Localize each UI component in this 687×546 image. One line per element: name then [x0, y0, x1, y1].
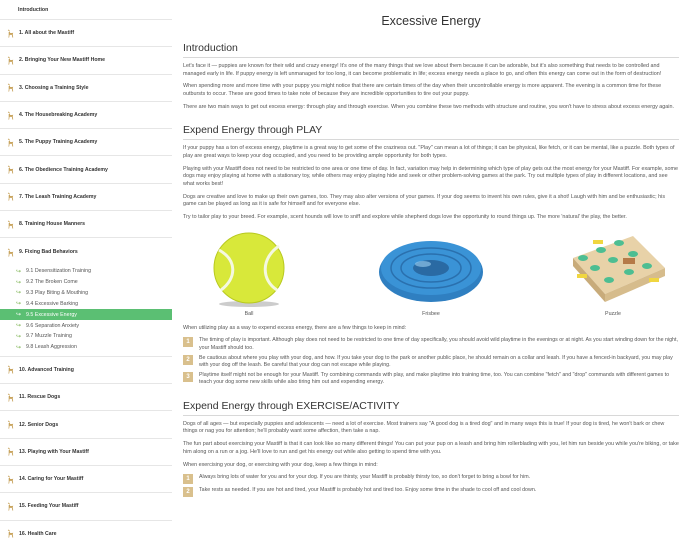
sidebar-item-label: 8. Training House Manners — [19, 221, 86, 228]
tennis-ball-image — [189, 228, 309, 308]
dog-icon — [6, 111, 15, 120]
dog-icon — [6, 365, 15, 374]
sidebar-subitem-label: 9.1 Desensitization Training — [26, 268, 92, 275]
sidebar-item-label: 3. Choosing a Training Style — [19, 84, 89, 91]
sidebar-subitem-label: 9.4 Excessive Barking — [26, 300, 79, 307]
sidebar-item-label: 9. Fixing Bad Behaviors — [19, 249, 78, 256]
sidebar-item-chapter[interactable] — [0, 357, 172, 384]
paragraph: Let's face it — puppies are known for their wild and crazy energy! It's one of the many things that we love about them because it can be adorable, but it's also something that needs to be controlled and managed early in life. If puppy energy is left unmanaged for too long, it can become problematic in life; excess energy needs a place to go, and often this energy can come out in the form of destruction! — [183, 63, 662, 77]
sidebar-item-label: 15. Feeding Your Mastiff — [19, 503, 79, 510]
sidebar-subitem[interactable] — [0, 277, 172, 288]
arrow-right-icon: ↪ — [16, 279, 22, 286]
caption-puzzle: Puzzle — [605, 310, 621, 317]
sidebar-item-label: 6. The Obedience Training Academy — [19, 166, 108, 173]
sidebar-subitem[interactable] — [0, 331, 172, 342]
arrow-right-icon: ↪ — [16, 290, 22, 297]
paragraph: Playing with your Mastiff does not need to be restricted to one area or one time of day. In fact, variation may help in determining which type of play gets out the most energy for your Mastiff. For example, some dogs may enjoy playing at home with a stationary toy, while others may enjoy playing hide and seek or other problem-solving games at the park. Try out multiple types of play in different locations, and see what works best! — [183, 165, 678, 187]
sidebar-item-label: 4. The Housebreaking Academy — [19, 112, 98, 119]
sidebar-item-label: 14. Caring for Your Mastiff — [19, 476, 84, 483]
frisbee-image — [371, 228, 491, 308]
dog-icon — [6, 220, 15, 229]
sidebar-item-chapter[interactable] — [0, 184, 172, 211]
exercise-tips-list — [183, 474, 679, 497]
dog-icon — [6, 138, 15, 147]
arrow-right-icon: ↪ — [16, 301, 22, 308]
sidebar-subitem[interactable] — [0, 342, 172, 353]
sidebar-subitem[interactable] — [0, 298, 172, 309]
number-badge: 2 — [183, 487, 193, 497]
sidebar-item-chapter[interactable] — [0, 211, 172, 238]
list-item-text: Be cautious about where you play with your dog, and how. If you take your dog to the park or another public place, he should remain on a collar and leash. If you have a fenced-in backyard, you may play with your dog off the leash. Be careful that your dog can not escape while playing. — [199, 354, 673, 369]
sidebar — [0, 0, 172, 546]
number-badge: 1 — [183, 474, 193, 484]
dog-icon — [6, 56, 15, 65]
sidebar-item-chapter[interactable] — [0, 411, 172, 438]
sidebar-subitem[interactable] — [0, 320, 172, 331]
paragraph: Dogs of all ages — but especially puppies and adolescents — need a lot of exercise. Most trainers say "A good dog is a tired dog" and in many ways this is true! If your dog is tired, he won't bark or chew things or nag you for attention; he'll probably want some affection, then take a nap. — [183, 420, 665, 435]
arrow-right-icon: ↪ — [16, 312, 22, 319]
sidebar-item-label: 12. Senior Dogs — [19, 421, 59, 428]
number-badge: 1 — [183, 337, 193, 347]
list-item — [183, 372, 679, 387]
list-item-text: The timing of play is important. Although play does not need to be restricted to one time of day specifically, you should avoid wild playtime in the evenings or at night. As you start winding down for the night, your Mastiff should too. — [199, 337, 678, 351]
main-content — [183, 0, 679, 546]
number-badge: 2 — [183, 355, 193, 365]
sidebar-item-label: Introduction — [18, 6, 49, 13]
sidebar-subitem-label: 9.5 Excessive Energy — [26, 311, 77, 318]
paragraph: If your puppy has a ton of excess energy, playtime is a great way to get some of the craziness out. "Play" can mean a lot of things; it can be physical, like fetch, or it can be mental, like a puzzle. Both types of play are great ways to keep your dog occupied, and you need to be providing ample opportunity for both types. — [183, 145, 675, 159]
dog-icon — [6, 29, 15, 38]
list-item — [183, 337, 679, 352]
arrow-right-icon: ↪ — [16, 323, 22, 330]
sidebar-item-label: 2. Bringing Your New Mastiff Home — [19, 57, 105, 64]
caption-ball: Ball — [244, 310, 254, 317]
frisbee-figure — [371, 228, 491, 317]
sidebar-item-chapter[interactable] — [0, 521, 172, 546]
puzzle-toy-image — [553, 228, 673, 308]
list-item-text: Playtime itself might not be enough for your Mastiff. Try combining commands with play, and make playtime into training time, too. You can combine "fetch" and "drop" commands with different games to teach your dog some new skills while also tiring him out and expending energy. — [199, 372, 670, 386]
paragraph: When exercising your dog, or exercising with your dog, keep a few things in mind: — [183, 461, 378, 468]
paragraph: There are two main ways to get out excess energy: through play and through exercise. When you combine these two methods with structure and routine, you won't have to stress about excess energy again. — [183, 103, 674, 110]
paragraph: When spending more and more time with your puppy you might notice that there are certain times of the day when their uncontrollable energy is more apparent. The evening is a common time for these outbursts to occur. These are good times to take note of because they are incredible opportunities to tire out your puppy. — [183, 83, 662, 97]
dog-icon — [6, 502, 15, 511]
sidebar-subitem-label: 9.3 Play Biting & Mouthing — [26, 289, 89, 296]
list-item — [183, 487, 679, 497]
number-badge: 3 — [183, 372, 193, 382]
sidebar-item-chapter[interactable] — [0, 439, 172, 466]
dog-icon — [6, 420, 15, 429]
dog-icon — [6, 83, 15, 92]
sidebar-subitem[interactable] — [0, 287, 172, 298]
dog-icon — [6, 192, 15, 201]
sidebar-item-label: 11. Rescue Dogs — [19, 394, 61, 401]
list-item — [183, 355, 679, 370]
sidebar-item-label: 5. The Puppy Training Academy — [19, 139, 98, 146]
sidebar-subitem-label: 9.7 Muzzle Training — [26, 333, 72, 340]
paragraph: Dogs are creative and love to make up their own games, too. They may also alter versions of your games. If your dog seems to invent his own rules, give it a shot! Laugh with him and be enthusiastic; his game can be played as long as it is safe for himself and for everyone else. — [183, 193, 666, 208]
arrow-right-icon: ↪ — [16, 344, 22, 351]
dog-icon — [6, 393, 15, 402]
sidebar-subitem-label: 9.8 Leash Aggression — [26, 344, 77, 351]
sidebar-item-label: 13. Playing with Your Mastiff — [19, 448, 89, 455]
paragraph: The fun part about exercising your Mastiff is that it can look like so many different things! You can put your pup on a leash and bring him rollerblading with you, let him run beside you while you're biking, or take him along on a run or a jog. He'll love to run and get his energy out while also getting to spend time with you. — [183, 441, 679, 455]
sidebar-item-chapter[interactable] — [0, 129, 172, 156]
list-item-text: Always bring lots of water for you and for your dog. If you are thirsty, your Mastiff is probably thirsty too, so don't forget to bring a bowl for him. — [199, 474, 531, 481]
sidebar-item-chapter[interactable] — [0, 493, 172, 520]
dog-icon — [6, 248, 15, 257]
sidebar-item-chapter[interactable] — [0, 102, 172, 129]
sidebar-item-fixing-bad-behaviors[interactable] — [0, 238, 172, 265]
sidebar-subitem-label: 9.2 The Broken Come — [26, 279, 78, 285]
sidebar-item-chapter[interactable] — [0, 466, 172, 493]
sidebar-subitem[interactable] — [0, 266, 172, 277]
dog-icon — [6, 475, 15, 484]
section-heading-exercise: Expend Energy through EXERCISE/ACTIVITY — [183, 400, 679, 416]
paragraph: When utilizing play as a way to expend excess energy, there are a few things to keep in mind: — [183, 324, 407, 331]
toy-images — [183, 228, 679, 317]
dog-icon — [6, 165, 15, 174]
sidebar-item-chapter[interactable] — [0, 20, 172, 47]
sidebar-item-introduction[interactable] — [0, 0, 172, 20]
caption-frisbee: Frisbee — [422, 310, 440, 317]
sidebar-item-label: 1. All about the Mastiff — [19, 30, 75, 37]
sidebar-item-label: 7. The Leash Training Academy — [19, 193, 97, 200]
sidebar-item-chapter[interactable] — [0, 47, 172, 74]
sidebar-item-label: 10. Advanced Training — [19, 366, 74, 373]
arrow-right-icon: ↪ — [16, 268, 22, 275]
list-item-text: Take rests as needed. If you are hot and tired, your Mastiff is probably hot and tired too. Enjoy some time in the shade to cool off and cool down. — [199, 486, 537, 493]
dog-icon — [6, 447, 15, 456]
sidebar-item-chapter[interactable] — [0, 75, 172, 102]
ball-figure — [189, 228, 309, 317]
sidebar-subitem-active[interactable] — [0, 309, 172, 320]
paragraph: Try to tailor play to your breed. For example, scent hounds will love to sniff and explore while shepherd dogs love the opportunity to round things up. The more 'natural' the play, the better. — [183, 214, 627, 221]
sidebar-item-chapter[interactable] — [0, 384, 172, 411]
sidebar-subitem-label: 9.6 Separation Anxiety — [26, 322, 80, 329]
arrow-right-icon: ↪ — [16, 333, 22, 340]
sidebar-sub-list — [0, 266, 172, 357]
sidebar-item-chapter[interactable] — [0, 156, 172, 183]
section-heading-introduction: Introduction — [183, 42, 679, 58]
puzzle-figure — [553, 228, 673, 317]
dog-icon — [6, 529, 15, 538]
section-heading-play: Expend Energy through PLAY — [183, 124, 679, 140]
list-item — [183, 474, 679, 484]
page-title: Excessive Energy — [381, 14, 481, 28]
play-tips-list — [183, 337, 679, 386]
sidebar-item-label: 16. Health Care — [19, 530, 57, 537]
